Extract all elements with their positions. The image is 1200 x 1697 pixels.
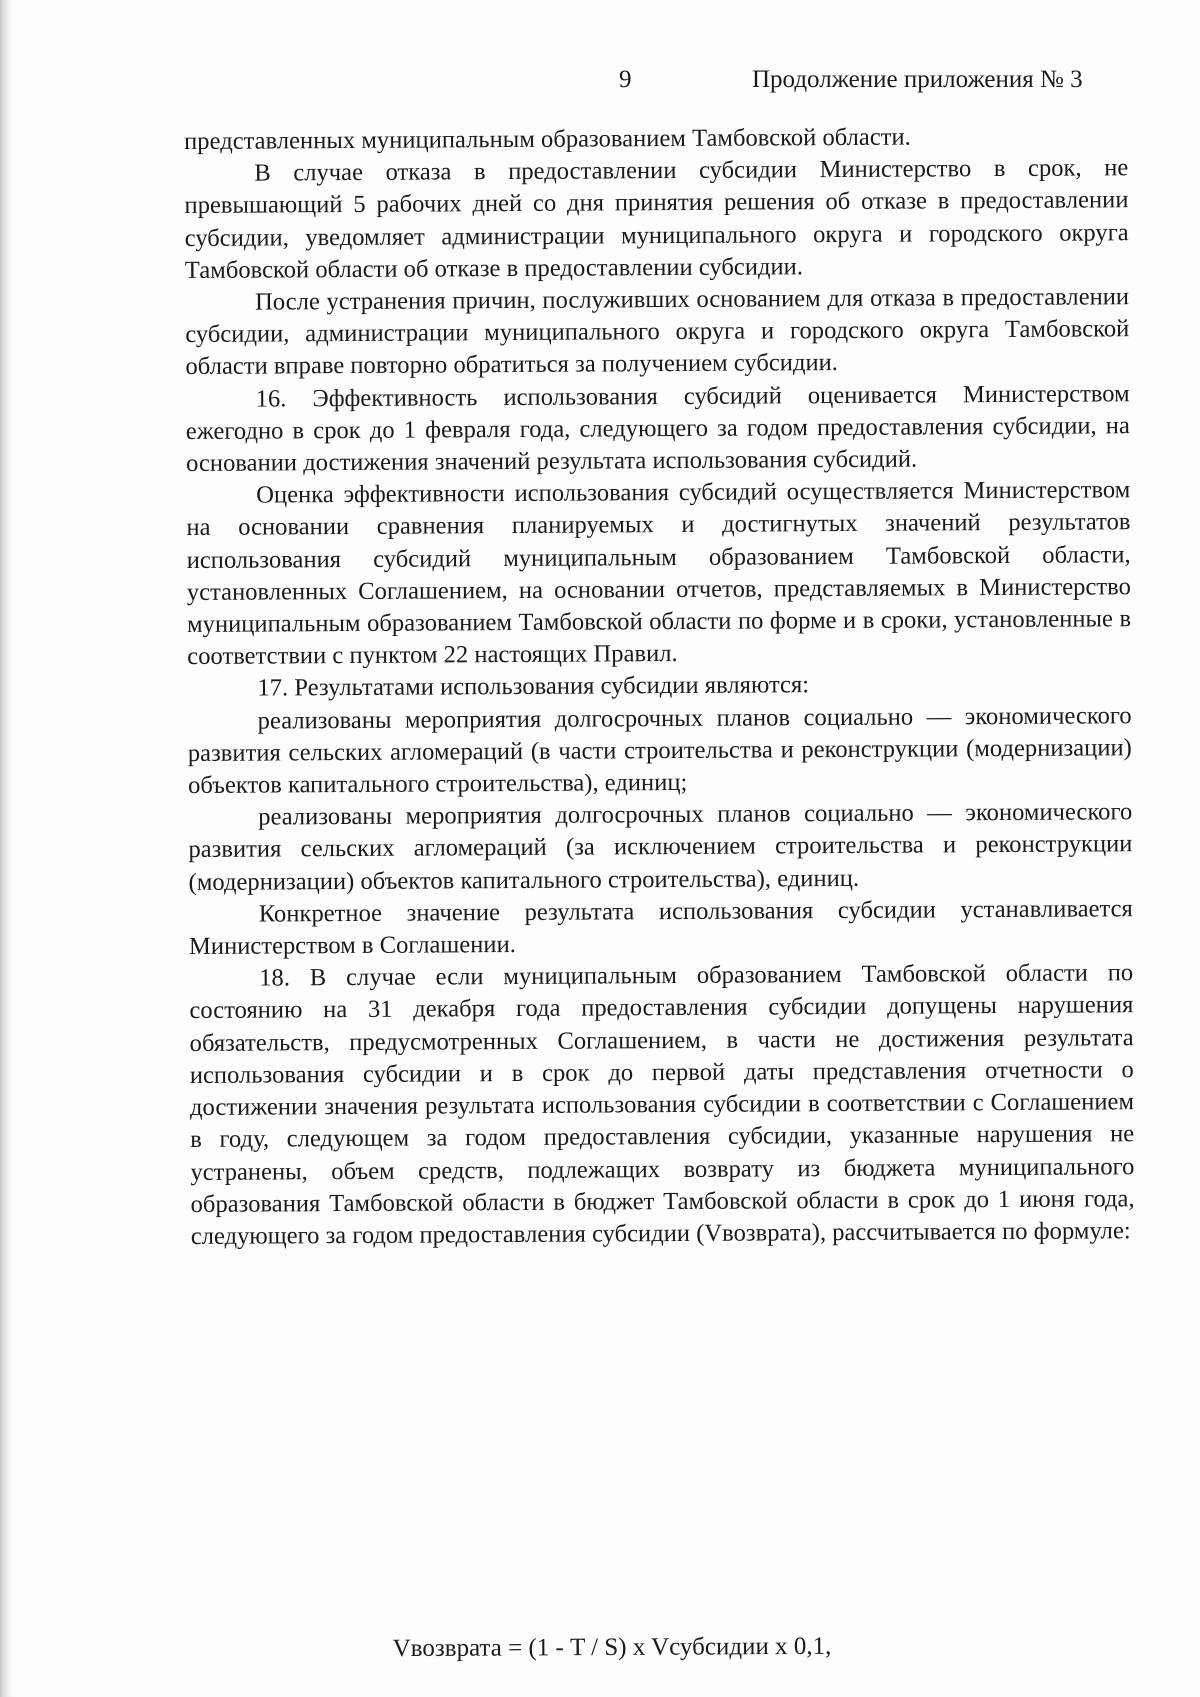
page-header xyxy=(0,66,1200,106)
paragraph-17-results: 17. Результатами использования субсидии являются: xyxy=(257,671,810,703)
paragraph-18-refund: 18. В случае если муниципальным образованием Тамбовской области по состоянию на 31 декабря года предоставления субсидии допущены нарушения обязательств, предусмотренных Соглашением, в части не достижения результата использования субсидии и в срок до первой даты представления отчетности о достижении значения результата использования субсидии в соответствии с Соглашением в году, следующем за годом предоставления субсидии, указанные нарушения не устранены, объем средств, подлежащих возврату из бюджета муниципального образования Тамбовской области в бюджет Тамбовской области в срок до 1 июня года, следующего за годом предоставления субсидии (Vвозврата), рассчитывается по формуле: xyxy=(189,959,1135,1250)
formula-text: Vвозврата = (1 - T / S) x Vсубсидии x 0,1, xyxy=(392,1632,832,1663)
paragraph-continuation: представленных муниципальным образованием Тамбовской области. xyxy=(184,123,911,155)
page-number: 9 xyxy=(619,66,632,93)
paragraph-result-item-1: реализованы мероприятия долгосрочных планов социально — экономического развития сельских агломераций (в части строительства и реконструкции (модернизации) объектов капитального строительства), единиц; xyxy=(187,701,1132,800)
refund-formula xyxy=(0,1631,1200,1665)
paragraph-reapplication: После устранения причин, послуживших основанием для отказа в предоставлении субсидии, администрации муниципального округа и городского округа Тамбовской области вправе повторно обратиться за получением субсидии. xyxy=(185,283,1130,381)
paragraph-16-efficiency: 16. Эффективность использования субсидий оценивается Министерством ежегодно в срок до 1 февраля года, следующего за годом предоставления субсидии, на основании достижения значений результата использования субсидий. xyxy=(185,379,1130,478)
paragraph-result-item-2: реализованы мероприятия долгосрочных планов социально — экономического развития сельских агломераций (за исключением строительства и реконструкции (модернизации) объектов капитального строительства), единиц. xyxy=(188,798,1133,896)
appendix-continuation-label: Продолжение приложения № 3 xyxy=(752,66,1083,93)
paragraph-refusal-notice: В случае отказа в предоставлении субсидии Министерство в срок, не превышающий 5 рабочих дней со дня принятия решения об отказе в предоставлении субсидии, уведомляет администрации муниципального округа и городского округа Тамбовской области об отказе в предоставлении субсидии. xyxy=(184,154,1129,284)
document-body xyxy=(184,120,1135,1253)
paragraph-efficiency-assessment: Оценка эффективности использования субсидий осуществляется Министерством на основании сравнения планируемых и достигнутых значений результатов использования субсидий муниципальным образованием Тамбовской области, установленных Соглашением, на основании отчетов, представляемых в Министерство муниципальным образованием Тамбовской области по форме и в сроки, установленные в соответствии с пунктом 22 настоящих Правил. xyxy=(186,476,1132,671)
paragraph-result-value: Конкретное значение результата использования субсидии устанавливается Министерством в Соглашении. xyxy=(188,895,1133,961)
scan-shadow-edge xyxy=(0,0,14,1697)
